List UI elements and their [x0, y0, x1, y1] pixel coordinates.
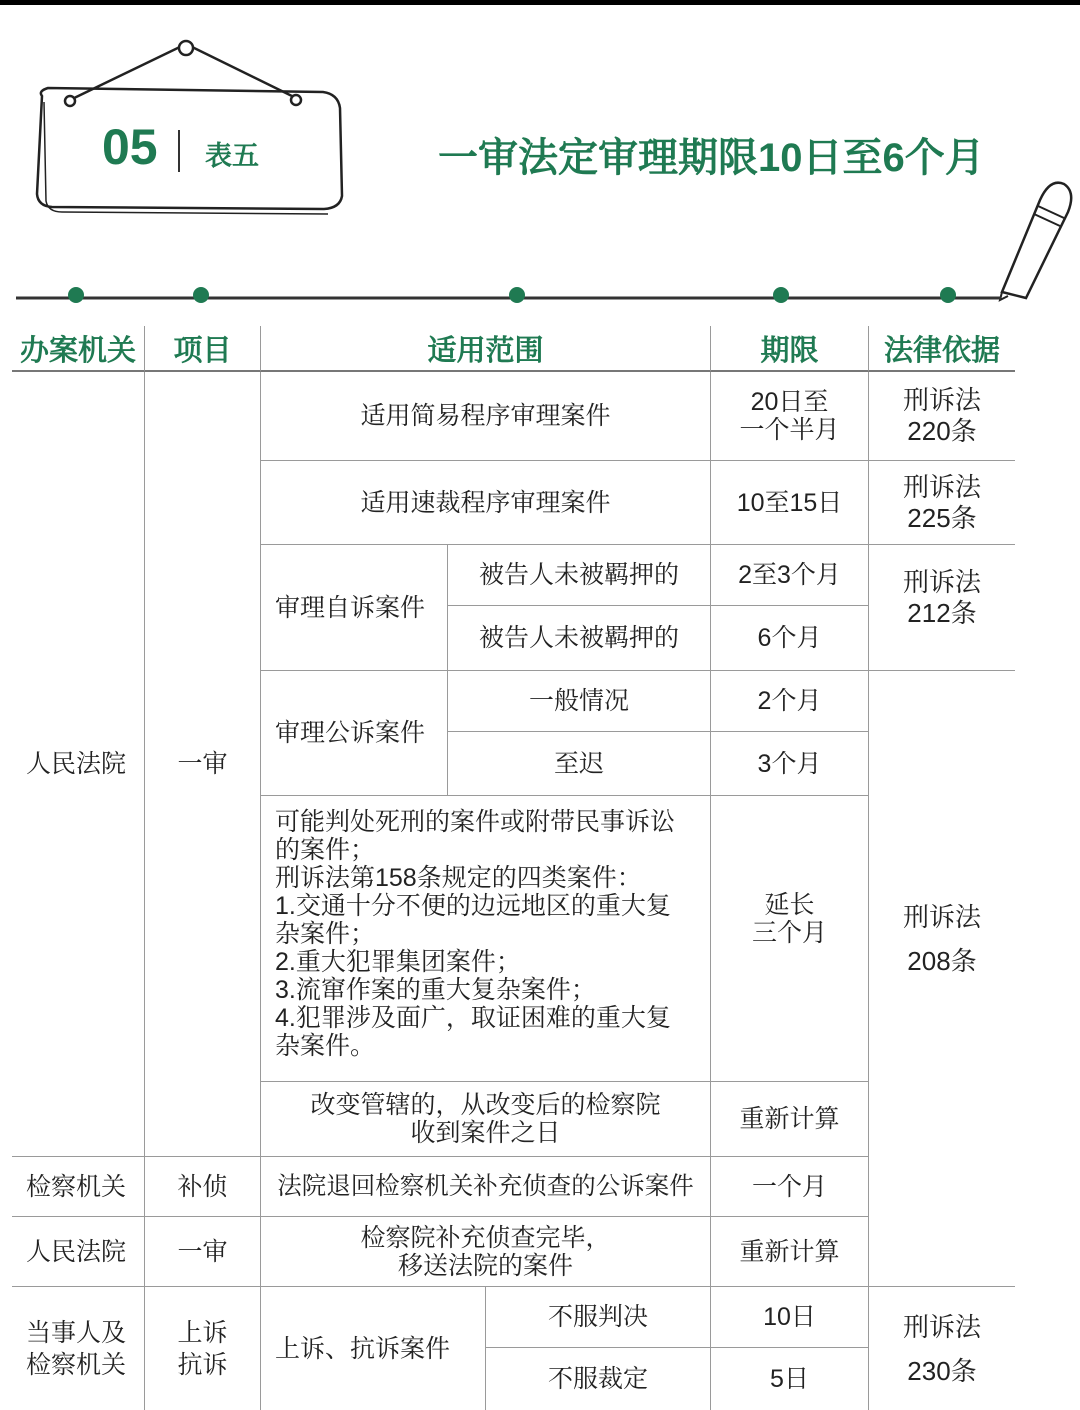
scope-cell: 适用速裁程序审理案件 [261, 461, 711, 545]
org-cell: 人民法院 [12, 1217, 145, 1287]
sub-scope-cell: 不服裁定 [486, 1348, 711, 1410]
law-cell: 刑诉法 212条 [869, 545, 1015, 671]
hanging-sign-icon [28, 36, 348, 221]
col-header-law: 法律依据 [869, 326, 1015, 372]
scope-cell: 上诉、抗诉案件 [261, 1287, 486, 1410]
law-cell: 刑诉法 208条 [869, 671, 1015, 1287]
col-header-scope: 适用范围 [261, 326, 711, 372]
period-cell: 6个月 [711, 606, 869, 671]
scope-cell: 法院退回检察机关补充侦查的公诉案件 [261, 1157, 711, 1217]
scope-cell: 审理自诉案件 [261, 545, 448, 671]
period-cell: 重新计算 [711, 1082, 869, 1157]
section-number: 05 [102, 119, 158, 175]
top-bar [0, 0, 1080, 5]
period-cell: 一个月 [711, 1157, 869, 1217]
col-header-item: 项目 [145, 326, 261, 372]
org-cell: 当事人及 检察机关 [12, 1287, 145, 1410]
scope-cell: 检察院补充侦查完毕， 移送法院的案件 [261, 1217, 711, 1287]
item-cell: 一审 [145, 372, 261, 1157]
org-cell: 人民法院 [12, 372, 145, 1157]
law-cell: 刑诉法 220条 [869, 372, 1015, 461]
period-cell: 重新计算 [711, 1217, 869, 1287]
org-cell: 检察机关 [12, 1157, 145, 1217]
sub-scope-cell: 至迟 [448, 732, 711, 796]
period-cell: 5日 [711, 1348, 869, 1410]
scope-cell: 改变管辖的，从改变后的检察院 收到案件之日 [261, 1082, 711, 1157]
period-cell: 10日 [711, 1287, 869, 1348]
period-cell: 延长 三个月 [711, 796, 869, 1082]
page-title: 一审法定审理期限10日至6个月 [438, 136, 985, 180]
period-cell: 10至15日 [711, 461, 869, 545]
period-cell: 2至3个月 [711, 545, 869, 606]
scope-cell: 审理公诉案件 [261, 671, 448, 796]
law-cell: 刑诉法 230条 [902, 1311, 981, 1386]
scope-cell: 适用简易程序审理案件 [261, 372, 711, 461]
sub-scope-cell: 不服判决 [486, 1287, 711, 1348]
sub-scope-cell: 一般情况 [448, 671, 711, 732]
period-cell: 2个月 [711, 671, 869, 732]
item-cell: 补侦 [145, 1157, 261, 1217]
timeline-rule [16, 284, 1006, 308]
period-cell: 3个月 [711, 732, 869, 796]
item-cell: 上诉 抗诉 [145, 1287, 261, 1410]
col-header-org: 办案机关 [12, 326, 145, 372]
col-header-period: 期限 [711, 326, 869, 372]
table-label: 表五 [205, 141, 259, 171]
sub-scope-cell: 被告人未被羁押的 [448, 545, 711, 606]
item-cell: 一审 [145, 1217, 261, 1287]
scope-cell: 可能判处死刑的案件或附带民事诉讼 的案件； 刑诉法第158条规定的四类案件： 1.交通十分不便的边远地区的重大复 杂案件； 2.重大犯罪集团案件； 3.流窜作案的重大复杂案件； 4.犯罪涉及面广，取证困难的重大复 杂案件。 [261, 796, 711, 1082]
period-cell: 20日至 一个半月 [711, 372, 869, 461]
sub-scope-cell: 被告人未被羁押的 [448, 606, 711, 671]
divider [178, 130, 180, 172]
law-cell: 刑诉法 225条 [869, 461, 1015, 545]
